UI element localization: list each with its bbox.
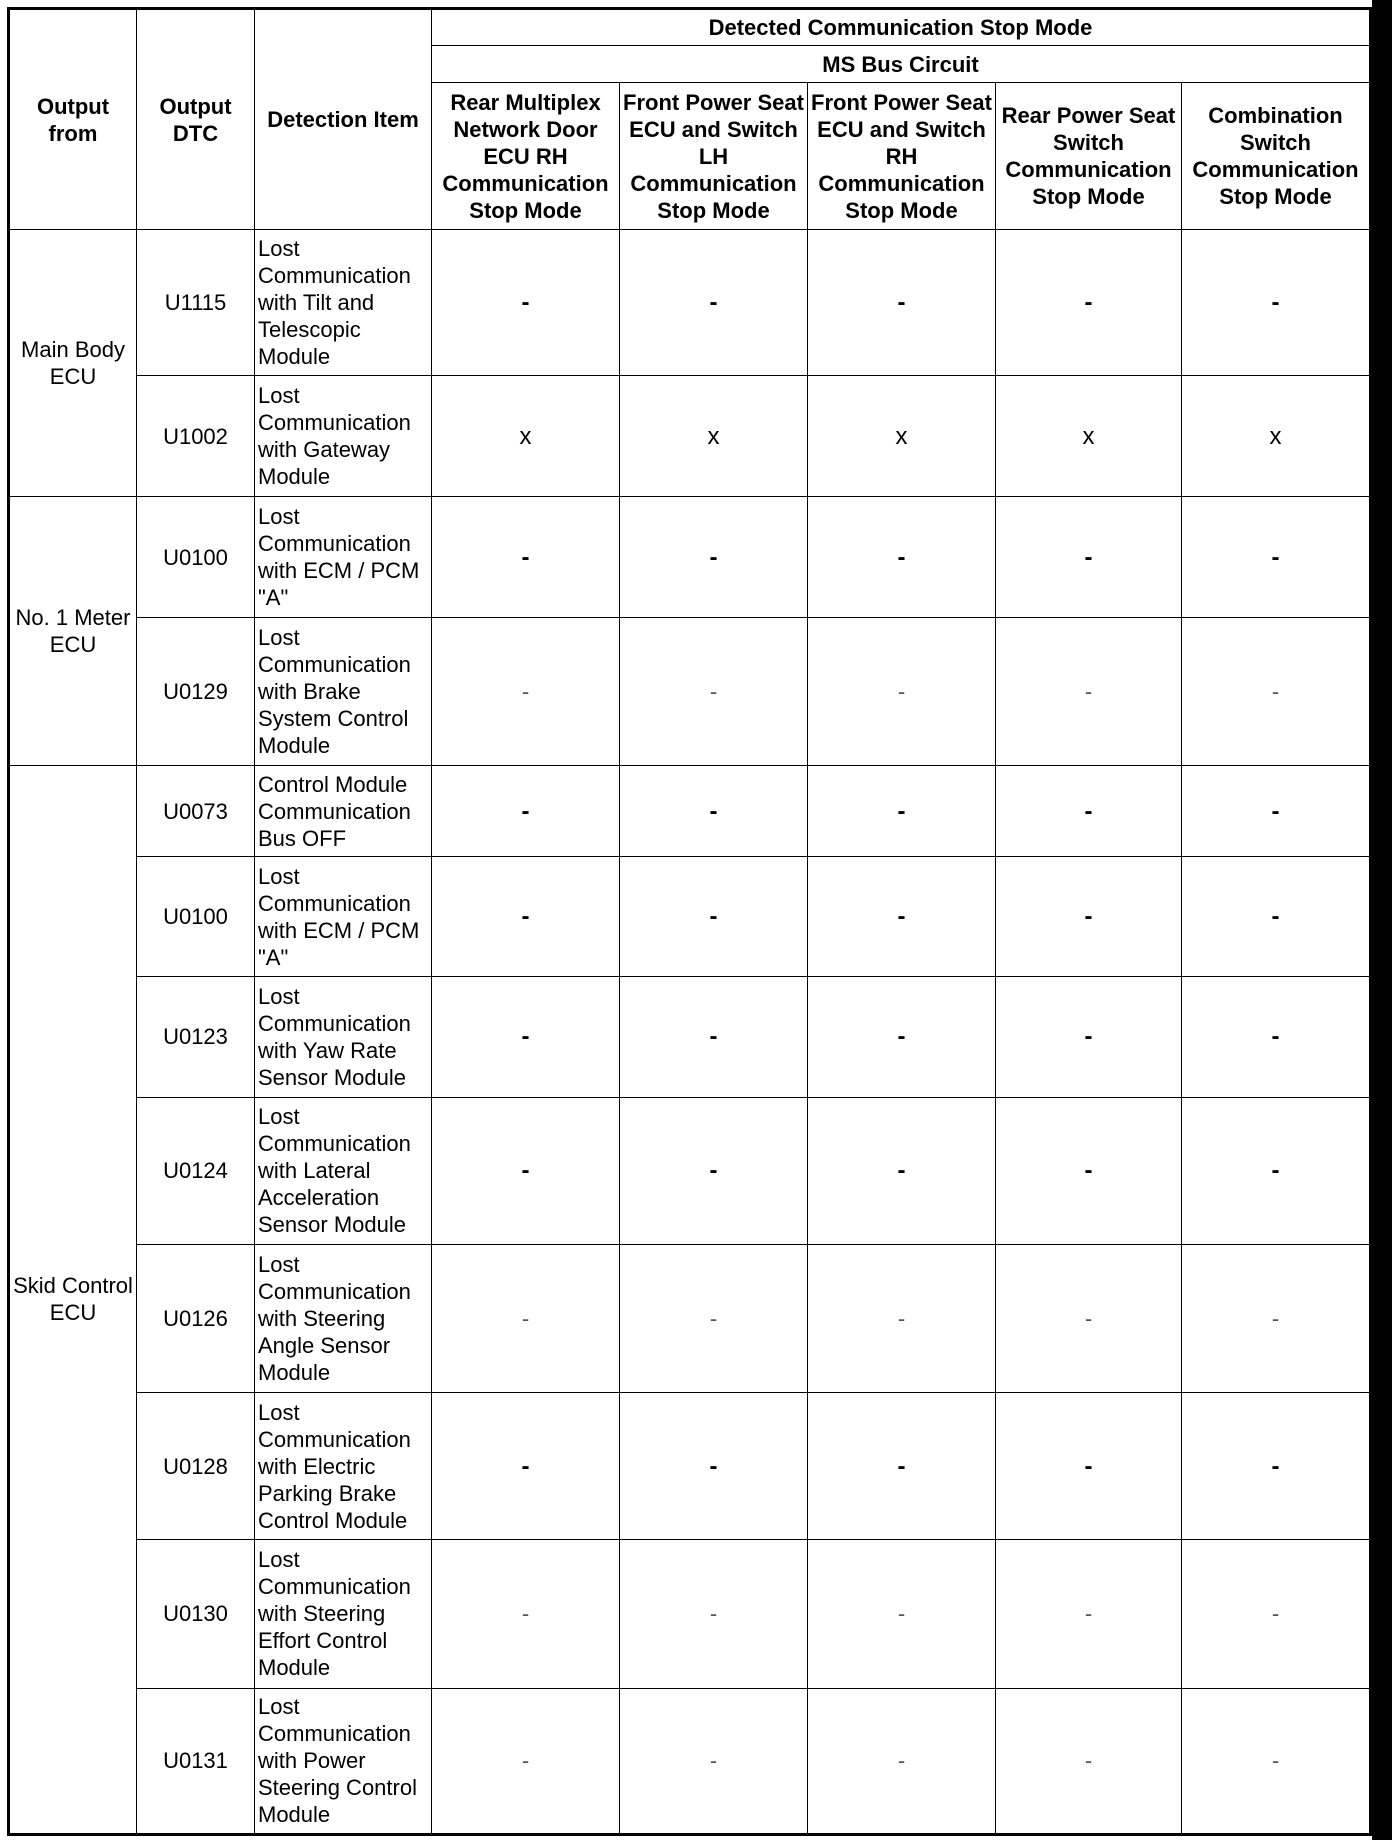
dtc-code: U0100 (137, 857, 255, 977)
mode-value: - (432, 977, 620, 1097)
mode-value: - (996, 497, 1182, 617)
dtc-communication-stop-table (7, 7, 1372, 1836)
mode-value: - (432, 497, 620, 617)
mode-value: - (996, 1244, 1182, 1392)
mode-value: - (808, 857, 996, 977)
mode-value: x (808, 376, 996, 497)
table-row (9, 977, 1371, 1097)
header-output-from: Output from (9, 9, 137, 230)
output-from-cell: Main Body ECU (9, 230, 137, 497)
mode-value: - (620, 1244, 808, 1392)
header-ms-bus-circuit: MS Bus Circuit (432, 46, 1371, 83)
mode-value: - (620, 857, 808, 977)
table-row (9, 765, 1371, 856)
mode-value: - (620, 1393, 808, 1540)
mode-value: - (996, 617, 1182, 765)
table-row (9, 376, 1371, 497)
table-row (9, 857, 1371, 977)
mode-value: - (1182, 977, 1371, 1097)
detection-item: Control Module Communication Bus OFF (255, 765, 432, 856)
mode-value: - (620, 765, 808, 856)
table-row (9, 617, 1371, 765)
mode-value: - (1182, 1244, 1371, 1392)
mode-value: - (1182, 1688, 1371, 1834)
mode-value: - (808, 617, 996, 765)
detection-item: Lost Communication with Lateral Acceleration Sensor Module (255, 1097, 432, 1244)
mode-value: - (432, 230, 620, 376)
mode-value: x (996, 376, 1182, 497)
dtc-code: U0073 (137, 765, 255, 856)
output-from-cell: Skid Control ECU (9, 765, 137, 1834)
dtc-code: U0130 (137, 1540, 255, 1688)
header-detected-communication-stop-mode: Detected Communication Stop Mode (432, 9, 1371, 46)
page-edge-bar (1372, 0, 1392, 1840)
mode-value: - (1182, 230, 1371, 376)
mode-value: - (996, 1540, 1182, 1688)
table-row (9, 1393, 1371, 1540)
mode-value: - (996, 977, 1182, 1097)
dtc-code: U1115 (137, 230, 255, 376)
mode-value: - (620, 1540, 808, 1688)
dtc-code: U0131 (137, 1688, 255, 1834)
dtc-code: U1002 (137, 376, 255, 497)
detection-item: Lost Communication with ECM / PCM "A" (255, 857, 432, 977)
dtc-code: U0126 (137, 1244, 255, 1392)
mode-value: - (432, 1540, 620, 1688)
detection-item: Lost Communication with ECM / PCM "A" (255, 497, 432, 617)
mode-value: - (996, 857, 1182, 977)
table-row (9, 1540, 1371, 1688)
mode-value: - (996, 1688, 1182, 1834)
mode-value: - (620, 977, 808, 1097)
mode-value: - (808, 765, 996, 856)
detection-item: Lost Communication with Yaw Rate Sensor Module (255, 977, 432, 1097)
mode-value: - (432, 617, 620, 765)
mode-value: - (620, 1097, 808, 1244)
dtc-code: U0123 (137, 977, 255, 1097)
mode-value: - (808, 1688, 996, 1834)
table-row (9, 497, 1371, 617)
mode-value: - (432, 857, 620, 977)
mode-value: - (808, 1540, 996, 1688)
detection-item: Lost Communication with Steering Effort Control Module (255, 1540, 432, 1688)
detection-item: Lost Communication with Tilt and Telescopic Module (255, 230, 432, 376)
mode-value: - (1182, 1540, 1371, 1688)
mode-value: - (808, 1097, 996, 1244)
dtc-code: U0124 (137, 1097, 255, 1244)
mode-value: x (620, 376, 808, 497)
mode-value: - (432, 765, 620, 856)
header-detection-item: Detection Item (255, 9, 432, 230)
mode-value: - (996, 1097, 1182, 1244)
mode-value: - (808, 977, 996, 1097)
header-mode-2: Front Power Seat ECU and Switch LH Communication Stop Mode (620, 83, 808, 230)
mode-value: - (432, 1688, 620, 1834)
mode-value: - (1182, 617, 1371, 765)
header-mode-5: Combination Switch Communication Stop Mode (1182, 83, 1371, 230)
mode-value: - (432, 1097, 620, 1244)
table-row (9, 1097, 1371, 1244)
header-output-dtc: Output DTC (137, 9, 255, 230)
detection-item: Lost Communication with Brake System Control Module (255, 617, 432, 765)
mode-value: - (996, 1393, 1182, 1540)
mode-value: - (808, 497, 996, 617)
table-row (9, 230, 1371, 376)
header-mode-1: Rear Multiplex Network Door ECU RH Communication Stop Mode (432, 83, 620, 230)
mode-value: - (808, 230, 996, 376)
header-mode-3: Front Power Seat ECU and Switch RH Communication Stop Mode (808, 83, 996, 230)
mode-value: - (620, 617, 808, 765)
dtc-code: U0100 (137, 497, 255, 617)
table-row (9, 1688, 1371, 1834)
mode-value: - (996, 765, 1182, 856)
mode-value: - (1182, 1393, 1371, 1540)
mode-value: - (432, 1393, 620, 1540)
mode-value: - (808, 1393, 996, 1540)
detection-item: Lost Communication with Gateway Module (255, 376, 432, 497)
mode-value: - (1182, 1097, 1371, 1244)
mode-value: - (620, 1688, 808, 1834)
mode-value: x (1182, 376, 1371, 497)
mode-value: - (620, 230, 808, 376)
mode-value: - (808, 1244, 996, 1392)
mode-value: - (432, 1244, 620, 1392)
dtc-code: U0128 (137, 1393, 255, 1540)
mode-value: x (432, 376, 620, 497)
header-mode-4: Rear Power Seat Switch Communication Stop Mode (996, 83, 1182, 230)
mode-value: - (996, 230, 1182, 376)
dtc-code: U0129 (137, 617, 255, 765)
output-from-cell: No. 1 Meter ECU (9, 497, 137, 765)
detection-item: Lost Communication with Power Steering Control Module (255, 1688, 432, 1834)
detection-item: Lost Communication with Electric Parking Brake Control Module (255, 1393, 432, 1540)
mode-value: - (1182, 857, 1371, 977)
mode-value: - (620, 497, 808, 617)
table-row (9, 1244, 1371, 1392)
detection-item: Lost Communication with Steering Angle Sensor Module (255, 1244, 432, 1392)
mode-value: - (1182, 497, 1371, 617)
mode-value: - (1182, 765, 1371, 856)
